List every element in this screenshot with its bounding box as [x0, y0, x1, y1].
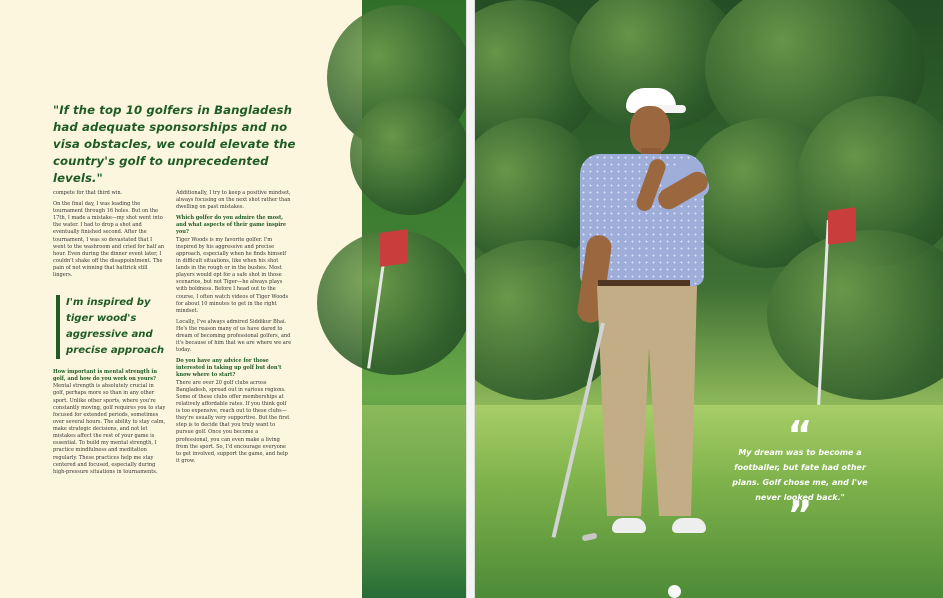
left-photo-tree: [350, 95, 470, 215]
open-quote-mark: “: [787, 413, 813, 457]
article-paragraph: compete for that third win.: [53, 190, 123, 196]
left-photo-edge: [362, 0, 466, 598]
close-quote-mark: ”: [787, 493, 813, 537]
golf-club-head: [582, 533, 598, 542]
page-gutter: [466, 0, 475, 598]
interview-answer: Mental strength is absolutely crucial in golf, perhaps more so than in any other sport. Unlike other sports, where you're constantly moving, golf requires you to stay focused for extended periods, sometimes over several hours. The ability to stay calm, make strategic decisions, and not let mistakes affect the rest of your game is essential. To build my mental strength, I practice mindfulness and meditation regularly. These practices help me stay centered and focused, especially during high-pressure situations in tournaments.: [53, 383, 166, 475]
golfer-figure: [560, 88, 725, 548]
photo-pull-quote: [724, 413, 876, 537]
article-paragraph: Additionally, I try to keep a positive mindset, always focusing on the next shot rather than dwelling on past mistakes.: [176, 190, 291, 211]
interview-answer: Tiger Woods is my favorite golfer. I'm inspired by his aggressive and precise approach, especially when he finds himself in difficult situations, like when his shot lands in the rough or in the bushes. Most players would opt for a safe shot in those scenarios, but not Tiger—he always plays with boldness. Before I head out to the course, I often watch videos of Tiger Woods for about 10 minutes to get in the right mindset.: [176, 236, 289, 314]
interview-question: Do you have any advice for those interested in taking up golf but don't know where to start?: [176, 358, 282, 379]
red-flag: [380, 229, 408, 267]
red-flag: [828, 207, 856, 245]
article-column-2: [176, 190, 292, 469]
photo-quote-text: My dream was to become a footballer, but fate had other plans. Golf chose me, and I've never looked back.": [732, 448, 868, 502]
golfer-shoe: [612, 518, 646, 533]
article-paragraph: On the final day, I was leading the tournament through 16 holes. But on the 17th, I made a mistake—my shot went into the water. I had to drop a shot and eventually finished second. After the tournament, I was so devastated that I went to the washroom and cried for half an hour. Even during the dinner event later, I couldn't shake off the disappointment. The pain of not winning that hattrick still lingers.: [53, 200, 165, 279]
side-pull-quote: I'm inspired by tiger wood's aggressive and precise approach: [56, 295, 175, 359]
interview-question: Which golfer do you admire the most, and what aspects of their game inspire you?: [176, 215, 287, 236]
interview-answer: Locally, I've always admired Siddikur Bhai. He's the reason many of us have dared to dream of becoming professional golfers, and it's because of him that we are where we are today.: [176, 318, 292, 354]
interview-answer: There are over 20 golf clubs across Bangladesh, spread out in various regions. Some of these clubs offer memberships at relatively affordable rates. If you think golf is too expensive, reach out to these clubs—they're usually very supportive. But the first step is to decide that you truly want to pursue golf. Once you become a professional, you can even make a living from the sport. So, I'd encourage everyone to get involved, support the game, and help it grow.: [176, 379, 290, 464]
golfer-head: [630, 106, 670, 154]
golf-club: [552, 323, 605, 538]
golfer-shoe: [672, 518, 706, 533]
golf-ball: [668, 585, 681, 598]
headline-pull-quote: "If the top 10 golfers in Bangladesh had adequate sponsorships and no visa obstacles, we could elevate the country's golf to unprecedented levels.": [53, 103, 296, 185]
left-photo-lawn: [362, 405, 466, 598]
golfer-pants: [597, 286, 697, 516]
interview-question: How important is mental strength in golf, and how do you work on yours?: [53, 369, 158, 383]
